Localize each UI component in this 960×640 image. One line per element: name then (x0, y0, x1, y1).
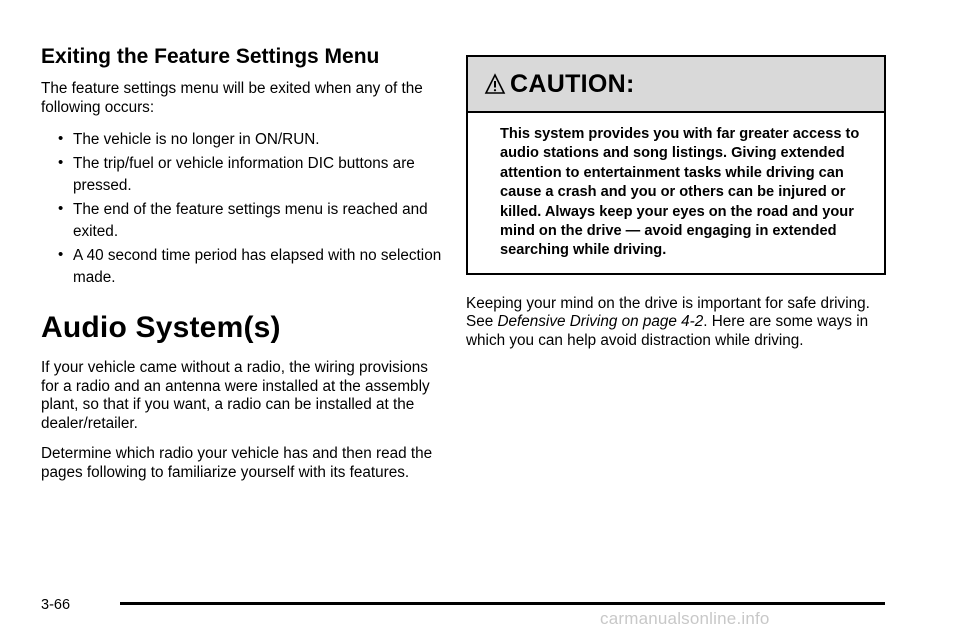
audio-system-heading: Audio System(s) (41, 311, 281, 344)
caution-text: This system provides you with far greater access to audio stations and song listings. Giving extended attention to entertainment tasks while driving can cause a crash and you or others can be injured or killed. Always keep your eyes on the road and your mind on the drive — avoid engaging in extended searching while driving. (500, 126, 860, 259)
exit-conditions-list (41, 129, 443, 289)
audio-paragraph-1: If your vehicle came without a radio, the wiring provisions for a radio and an antenna were installed at the assembly plant, so that if you want, a radio can be installed at the dealer/retailer. (41, 359, 430, 432)
right-column (466, 55, 886, 362)
bullet-icon: • (58, 130, 64, 147)
list-item: • The trip/fuel or vehicle information DIC buttons are pressed. (58, 154, 415, 194)
caution-header (468, 57, 884, 113)
watermark: carmanualsonline.info (600, 609, 770, 628)
bullet-icon: • (58, 200, 64, 217)
footer-divider (120, 602, 885, 605)
caution-title: CAUTION: (510, 69, 635, 98)
list-item: • The vehicle is no longer in ON/RUN. (58, 130, 320, 148)
caution-box (466, 55, 886, 275)
left-column (41, 44, 443, 494)
defensive-driving-link[interactable]: Defensive Driving on page 4-2 (497, 313, 704, 331)
feature-intro-paragraph: The feature settings menu will be exited when any of the following occurs: (41, 80, 423, 116)
distraction-paragraph: Keeping your mind on the drive is important for safe driving. See Defensive Driving on page 4-2. Here are some ways in which you can help avoid distraction while driving. (466, 294, 870, 349)
bullet-icon: • (58, 154, 64, 171)
feature-settings-heading: Exiting the Feature Settings Menu (41, 45, 380, 68)
list-item: • The end of the feature settings menu is reached and exited. (58, 200, 428, 240)
warning-triangle-icon (484, 73, 506, 95)
list-item: • A 40 second time period has elapsed with no selection made. (58, 246, 442, 286)
bullet-icon: • (58, 246, 64, 263)
page-number: 3-66 (41, 597, 71, 613)
audio-paragraph-2: Determine which radio your vehicle has and then read the pages following to familiarize yourself with its features. (41, 445, 433, 481)
